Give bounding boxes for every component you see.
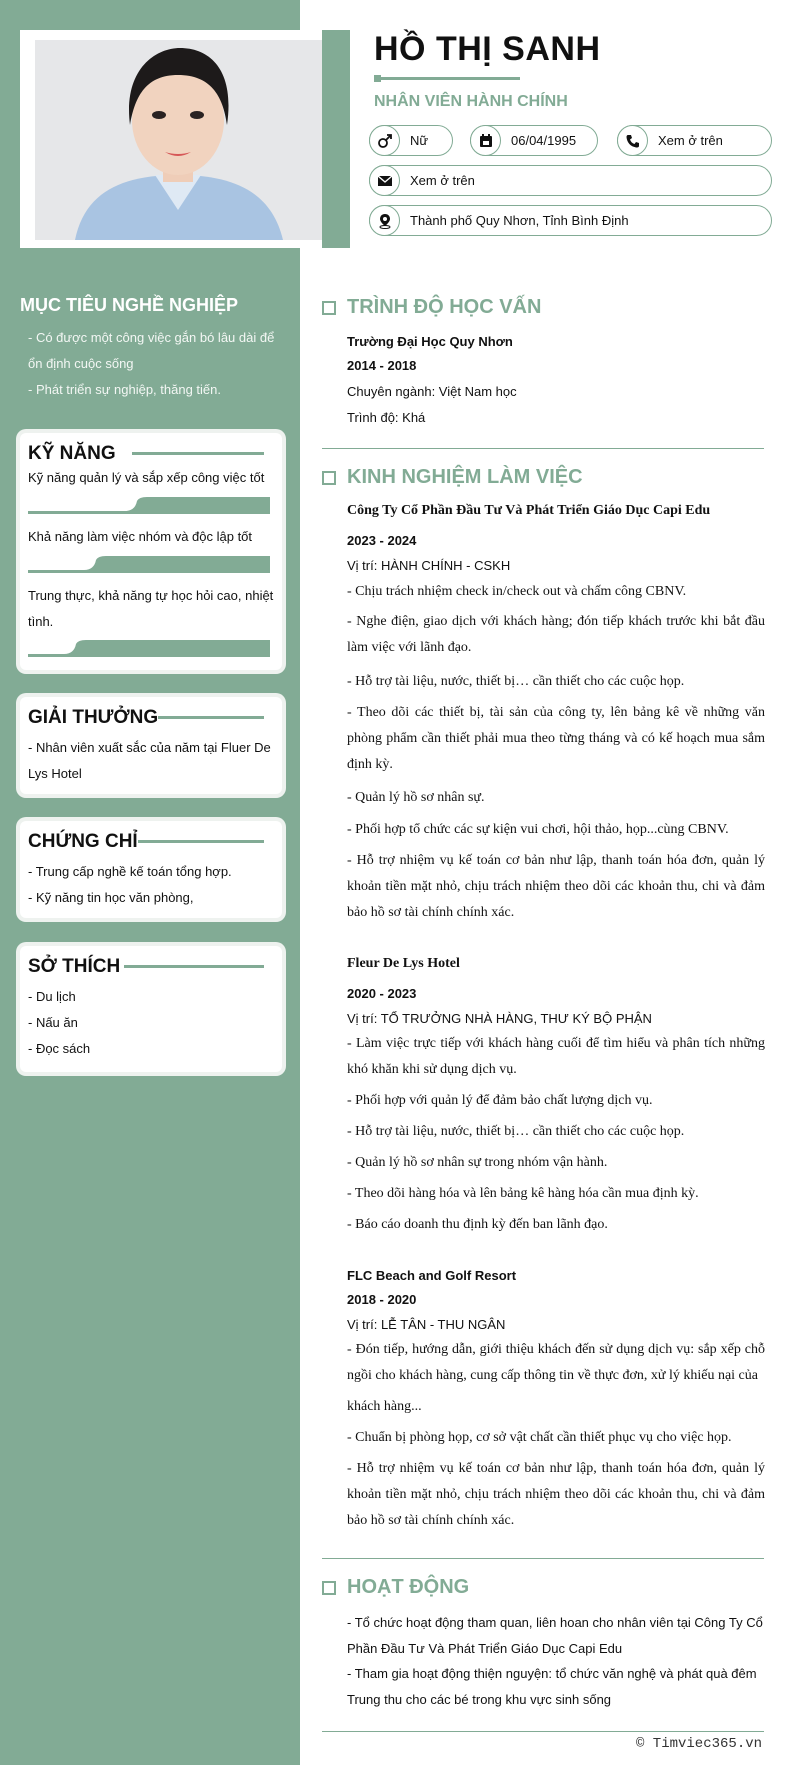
job-duty: - Làm việc trực tiếp với khách hàng cuối để tìm hiểu và phân tích những khó khăn khi sử dụng dịch vụ.: [347, 1036, 765, 1077]
job-company: Công Ty Cổ Phần Đầu Tư Và Phát Triển Giáo Dục Capi Edu: [347, 503, 711, 518]
location-icon: [369, 205, 400, 236]
activity-item: - Tham gia hoạt động thiện nguyện: tổ chức văn nghệ và phát quà đêm Trung thu cho các bé trong khu vực sinh sống: [347, 1666, 757, 1707]
certificates-title-line: [138, 840, 264, 843]
job-position: Vị trí: LỄ TÂN - THU NGÂN: [347, 1317, 506, 1332]
photo-accent-bar: [322, 30, 350, 248]
job-duty: - Quản lý hồ sơ nhân sự.: [347, 790, 485, 805]
hobbies-card: [20, 946, 282, 1072]
skill-label: tình.: [28, 614, 54, 629]
birthday-value: 06/04/1995: [511, 133, 577, 148]
objective-line: - Phát triển sự nghiệp, thăng tiến.: [28, 382, 221, 397]
hobby-line: - Nấu ăn: [28, 1015, 78, 1030]
activities-marker-icon: [322, 1581, 336, 1595]
activity-item: - Tổ chức hoạt động tham quan, liên hoan cho nhân viên tại Công Ty Cổ Phần Đầu Tư Và Phát Triển Giáo Dục Capi Edu: [347, 1615, 763, 1656]
awards-title-line: [158, 716, 264, 719]
awards-card: [20, 697, 282, 794]
gender-pill: [369, 125, 453, 156]
job-title: NHÂN VIÊN HÀNH CHÍNH: [374, 93, 568, 110]
job-duty: - Chuẩn bị phòng họp, cơ sở vật chất cần thiết phục vụ cho việc họp.: [347, 1430, 732, 1445]
objective-line: ổn định cuộc sống: [28, 356, 134, 371]
job-company: Fleur De Lys Hotel: [347, 956, 460, 971]
gender-icon: [369, 125, 400, 156]
section-divider: [322, 448, 764, 449]
certificate-line: - Trung cấp nghề kế toán tổng hợp.: [28, 864, 232, 879]
phone-icon: [617, 125, 648, 156]
skill-bar: [28, 640, 270, 657]
job-period: 2018 - 2020: [347, 1292, 417, 1307]
skill-label: Trung thực, khả năng tự học hỏi cao, nhiệt: [28, 588, 274, 603]
education-major: Chuyên ngành: Việt Nam học: [347, 384, 517, 399]
hobby-line: - Đọc sách: [28, 1041, 91, 1056]
experience-title: KINH NGHIỆM LÀM VIỆC: [347, 466, 583, 488]
job-duty: - Theo dõi hàng hóa và lên bảng kê hàng hóa cần mua định kỳ.: [347, 1186, 699, 1201]
certificates-title: CHỨNG CHỈ: [28, 831, 138, 852]
section-divider: [322, 1558, 764, 1559]
email-pill: [369, 165, 772, 196]
birthday-pill: [470, 125, 598, 156]
skill-label: Khả năng làm việc nhóm và độc lập tốt: [28, 529, 253, 544]
envelope-icon: [369, 165, 400, 196]
job-duty: - Hỗ trợ nhiệm vụ kế toán cơ bản như lập, thanh toán hóa đơn, quản lý khoản tiền mặt nhỏ, chịu trách nhiệm theo dõi các khoản thu, chi và đảm bảo hồ sơ tài chính chính xác.: [347, 853, 765, 920]
job-position: Vị trí: TỔ TRƯỞNG NHÀ HÀNG, THƯ KÝ BỘ PHẬN: [347, 1011, 652, 1026]
email-value: Xem ở trên: [410, 173, 475, 188]
activities-title: HOẠT ĐỘNG: [347, 1576, 470, 1598]
education-period: 2014 - 2018: [347, 358, 417, 373]
job-duty: - Báo cáo doanh thu định kỳ đến ban lãnh đạo.: [347, 1217, 608, 1232]
education-marker-icon: [322, 301, 336, 315]
name-underline: [374, 77, 520, 80]
job-position: Vị trí: HÀNH CHÍNH - CSKH: [347, 558, 511, 573]
job-duty: - Chịu trách nhiệm check in/check out và chấm công CBNV.: [347, 584, 687, 599]
section-divider: [322, 1731, 764, 1732]
job-company: FLC Beach and Golf Resort: [347, 1268, 517, 1283]
skills-title: KỸ NĂNG: [28, 443, 116, 464]
job-period: 2023 - 2024: [347, 533, 417, 548]
address-value: Thành phố Quy Nhơn, Tỉnh Bình Định: [410, 213, 629, 228]
skill-bar-fill: [28, 640, 270, 657]
phone-value: Xem ở trên: [658, 133, 723, 148]
skill-bar-fill: [28, 497, 270, 514]
skills-card: [20, 433, 282, 670]
skill-bar: [28, 497, 270, 514]
job-duty: - Phối hợp tổ chức các sự kiện vui chơi, hội thảo, họp...cùng CBNV.: [347, 822, 729, 837]
job-duty: - Hỗ trợ tài liệu, nước, thiết bị… cần thiết cho các cuộc họp.: [347, 674, 685, 689]
job-duty: - Hỗ trợ nhiệm vụ kế toán cơ bản như lập, thanh toán hóa đơn, quản lý khoản tiền mặt nhỏ, chịu trách nhiệm theo dõi các khoản thu, chi và đảm bảo hồ sơ tài chính chính xác.: [347, 1461, 765, 1528]
job-duty: - Quản lý hồ sơ nhân sự trong nhóm vận hành.: [347, 1155, 608, 1170]
address-pill: [369, 205, 772, 236]
objective-title: MỤC TIÊU NGHỀ NGHIỆP: [20, 295, 239, 315]
phone-pill: [617, 125, 772, 156]
school-name: Trường Đại Học Quy Nhơn: [347, 334, 513, 349]
job-duty: - Nghe điện, giao dịch với khách hàng; đón tiếp khách trước khi bắt đầu làm việc với lãnh đạo.: [347, 614, 765, 655]
education-title: TRÌNH ĐỘ HỌC VẤN: [347, 296, 542, 318]
candidate-name: HỒ THỊ SANH: [374, 30, 601, 68]
gender-value: Nữ: [410, 133, 429, 148]
skill-bar-fill: [28, 556, 270, 573]
hobbies-title: SỞ THÍCH: [28, 956, 121, 977]
experience-marker-icon: [322, 471, 336, 485]
awards-title: GIẢI THƯỞNG: [28, 707, 159, 728]
education-grade: Trình độ: Khá: [347, 410, 426, 425]
job-duty: - Hỗ trợ tài liệu, nước, thiết bị… cần thiết cho các cuộc họp.: [347, 1124, 685, 1139]
profile-photo: [35, 40, 322, 240]
hobby-line: - Du lịch: [28, 989, 76, 1004]
skill-label: Kỹ năng quản lý và sắp xếp công việc tốt: [28, 470, 265, 485]
job-duty: - Phối hợp với quản lý để đảm bảo chất lượng dịch vụ.: [347, 1093, 653, 1108]
award-line: - Nhân viên xuất sắc của năm tại Fluer De: [28, 740, 271, 755]
certificate-line: - Kỹ năng tin học văn phòng,: [28, 890, 194, 905]
skill-bar: [28, 556, 270, 573]
skills-title-line: [132, 452, 264, 455]
job-duty: - Đón tiếp, hướng dẫn, giới thiệu khách đến sử dụng dịch vụ: sắp xếp chỗ ngồi cho khách hàng, cung cấp thông tin về thực đơn, xử lý khiếu nại của: [347, 1342, 765, 1383]
calendar-icon: [470, 125, 501, 156]
footer-credit: © Timviec365.vn: [636, 1736, 763, 1752]
job-duty: khách hàng...: [347, 1399, 422, 1414]
job-duty: - Theo dõi các thiết bị, tài sản của công ty, lên bảng kê về những văn phòng phẩm cần thiết phải mua theo từng tháng và có kế hoạch mua sắm định kỳ.: [347, 705, 765, 772]
certificates-card: [20, 821, 282, 918]
award-line: Lys Hotel: [28, 766, 82, 781]
job-period: 2020 - 2023: [347, 986, 417, 1001]
objective-line: - Có được một công việc gắn bó lâu dài để: [28, 330, 275, 345]
hobbies-title-line: [124, 965, 264, 968]
